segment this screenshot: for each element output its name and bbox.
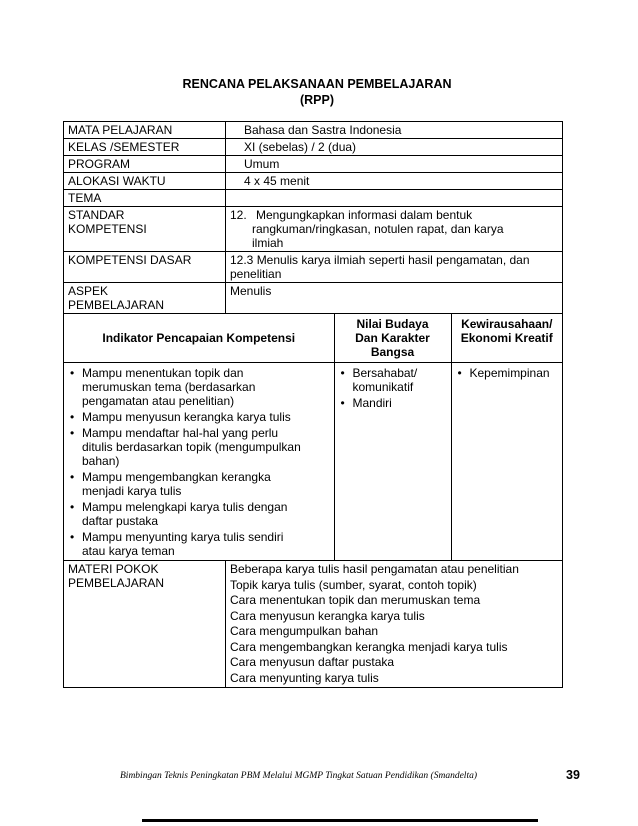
materi-item: Topik karya tulis (sumber, syarat, contoh topik) <box>230 577 477 592</box>
row-value <box>226 190 563 207</box>
materi-item: Cara menyusun daftar pustaka <box>230 655 395 669</box>
indikator-header: Indikator Pencapaian Kompetensi <box>102 331 296 345</box>
standar-number: 12. <box>230 208 247 222</box>
rpp-table <box>63 121 563 688</box>
aspek-value: Menulis <box>226 283 563 314</box>
kd-label: KOMPETENSI DASAR <box>64 252 226 283</box>
list-item: • Bersahabat/ komunikatif <box>339 366 447 394</box>
list-item: • Mampu menyunting karya tulis sendiri atau karya teman <box>68 530 330 558</box>
standar-text: ilmiah <box>252 236 284 250</box>
kewirausahaan-header: Ekonomi Kreatif <box>460 331 553 345</box>
document-subtitle: (RPP) <box>299 93 335 107</box>
materi-item: Cara mengembangkan kerangka menjadi karya tulis <box>230 639 508 654</box>
table-row <box>64 156 563 173</box>
table-row-standar <box>64 207 563 252</box>
list-item: • Mampu mengembangkan kerangka menjadi karya tulis <box>68 470 330 498</box>
standar-label: STANDAR <box>68 208 125 222</box>
table-row-materi <box>64 561 563 688</box>
row-value: 4 x 45 menit <box>226 173 563 190</box>
table-row <box>64 190 563 207</box>
materi-item: Cara mengumpulkan bahan <box>230 624 379 638</box>
standar-text: rangkuman/ringkasan, notulen rapat, dan karya <box>252 222 504 236</box>
materi-label: MATERI POKOK <box>68 562 159 576</box>
kd-text: 12.3 Menulis karya ilmiah seperti hasil pengamatan, dan <box>230 253 530 267</box>
indikator-body-row <box>64 363 562 561</box>
row-label: TEMA <box>64 190 226 207</box>
standar-text: Mengungkapkan informasi dalam bentuk <box>256 208 473 222</box>
list-item: • Mampu mendaftar hal-hal yang perlu ditulis berdasarkan topik (mengumpulkan bahan) <box>68 426 330 468</box>
footer-rule <box>142 819 538 822</box>
row-value: XI (sebelas) / 2 (dua) <box>226 139 563 156</box>
nilai-header: Bangsa <box>370 345 415 359</box>
footer-text: Bimbingan Teknis Peningkatan PBM Melalui MGMP Tingkat Satuan Pendidikan (Smandelta) <box>120 771 477 781</box>
materi-item: Beberapa karya tulis hasil pengamatan atau penelitian <box>230 562 519 576</box>
aspek-label: ASPEK <box>68 284 109 298</box>
indikator-table <box>64 314 562 560</box>
document-title: RENCANA PELAKSANAAN PEMBELAJARAN <box>182 77 452 91</box>
table-row <box>64 139 563 156</box>
list-item: • Mandiri <box>339 396 447 410</box>
indikator-section <box>64 314 563 561</box>
nilai-header: Nilai Budaya <box>356 317 429 331</box>
materi-label: PEMBELAJARAN <box>68 576 165 590</box>
materi-item: Cara menyunting karya tulis <box>230 670 379 685</box>
list-item: • Mampu melengkapi karya tulis dengan daftar pustaka <box>68 500 330 528</box>
materi-item: Cara menyusun kerangka karya tulis <box>230 608 425 623</box>
indikator-list <box>68 366 330 558</box>
kewirausahaan-header: Kewirausahaan/ <box>461 317 553 331</box>
page-number: 39 <box>566 768 580 782</box>
row-label: MATA PELAJARAN <box>64 122 226 139</box>
standar-label: KOMPETENSI <box>68 222 147 236</box>
list-item: • Mampu menyusun kerangka karya tulis <box>68 410 330 424</box>
aspek-label: PEMBELAJARAN <box>68 298 165 312</box>
nilai-header: Dan Karakter <box>355 331 430 345</box>
materi-item: Cara menentukan topik dan merumuskan tema <box>230 593 481 607</box>
kd-text: penelitian <box>230 267 282 281</box>
row-label: PROGRAM <box>64 156 226 173</box>
indikator-header-row <box>64 314 562 363</box>
nilai-list <box>339 366 447 410</box>
row-label: ALOKASI WAKTU <box>64 173 226 190</box>
list-item: • Kepemimpinan <box>456 366 559 380</box>
kewirausahaan-list <box>456 366 559 380</box>
table-row <box>64 173 563 190</box>
table-row <box>64 122 563 139</box>
table-row-kd <box>64 252 563 283</box>
table-row-aspek <box>64 283 563 314</box>
row-value: Umum <box>226 156 563 173</box>
row-value: Bahasa dan Sastra Indonesia <box>226 122 563 139</box>
list-item: • Mampu menentukan topik dan merumuskan tema (berdasarkan pengamatan atau penelitian) <box>68 366 330 408</box>
row-label: KELAS /SEMESTER <box>64 139 226 156</box>
